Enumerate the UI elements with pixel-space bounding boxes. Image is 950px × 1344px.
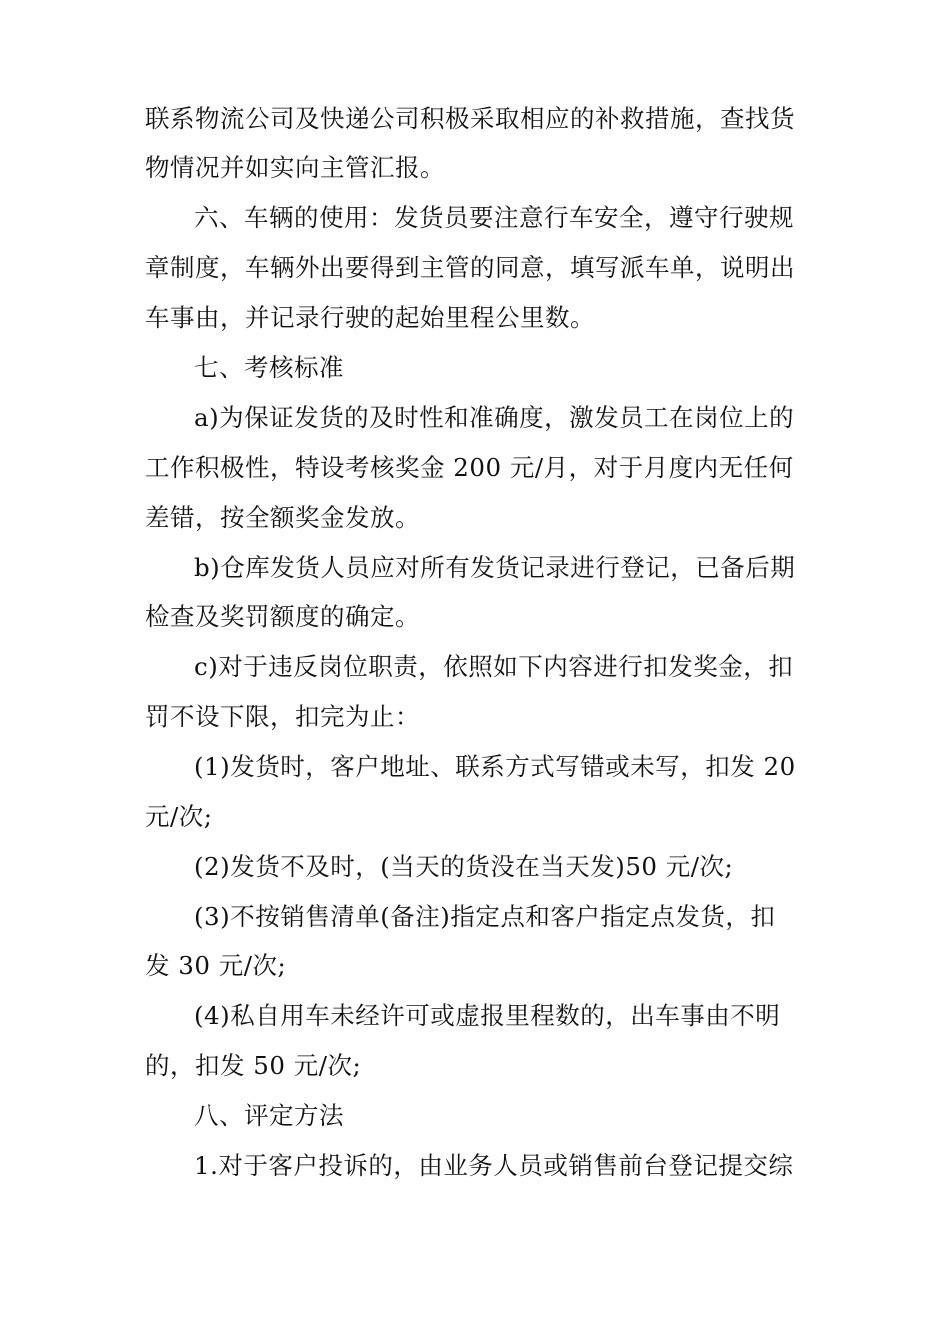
- paragraph-start: b)仓库发货人员应对所有发货记录进行登记，已备后期: [194, 553, 796, 582]
- text-line: 物情况并如实向主管汇报。: [145, 153, 445, 182]
- text-line: 联系物流公司及快递公司积极采取相应的补救措施，查找货: [145, 104, 795, 133]
- section-heading: 八、评定方法: [194, 1101, 344, 1130]
- text-line: 章制度，车辆外出要得到主管的同意，填写派车单，说明出: [145, 253, 795, 282]
- paragraph-start: 1.对于客户投诉的，由业务人员或销售前台登记提交综: [194, 1151, 794, 1180]
- paragraph-start: a)为保证发货的及时性和准确度，激发员工在岗位上的: [194, 403, 795, 432]
- list-item: (4)私自用车未经许可或虚报里程数的，出车事由不明: [194, 1001, 781, 1030]
- text-line: 车事由，并记录行驶的起始里程公里数。: [145, 303, 595, 332]
- text-line: 发 30 元/次;: [145, 951, 287, 980]
- text-line: 工作积极性，特设考核奖金 200 元/月，对于月度内无任何: [145, 453, 794, 482]
- list-item: (2)发货不及时，(当天的货没在当天发)50 元/次;: [194, 852, 734, 881]
- section-heading: 六、车辆的使用：发货员要注意行车安全，遵守行驶规: [194, 203, 794, 232]
- text-line: 的，扣发 50 元/次;: [145, 1051, 362, 1080]
- text-line: 检查及奖罚额度的确定。: [145, 602, 420, 631]
- paragraph-start: c)对于违反岗位职责，依照如下内容进行扣发奖金，扣: [194, 652, 794, 681]
- text-line: 元/次;: [145, 802, 213, 831]
- list-item: (1)发货时，客户地址、联系方式写错或未写，扣发 20: [194, 752, 796, 781]
- section-heading: 七、考核标准: [194, 353, 344, 382]
- text-line: 差错，按全额奖金发放。: [145, 503, 420, 532]
- list-item: (3)不按销售清单(备注)指定点和客户指定点发货，扣: [194, 902, 776, 931]
- text-line: 罚不设下限，扣完为止：: [145, 702, 420, 731]
